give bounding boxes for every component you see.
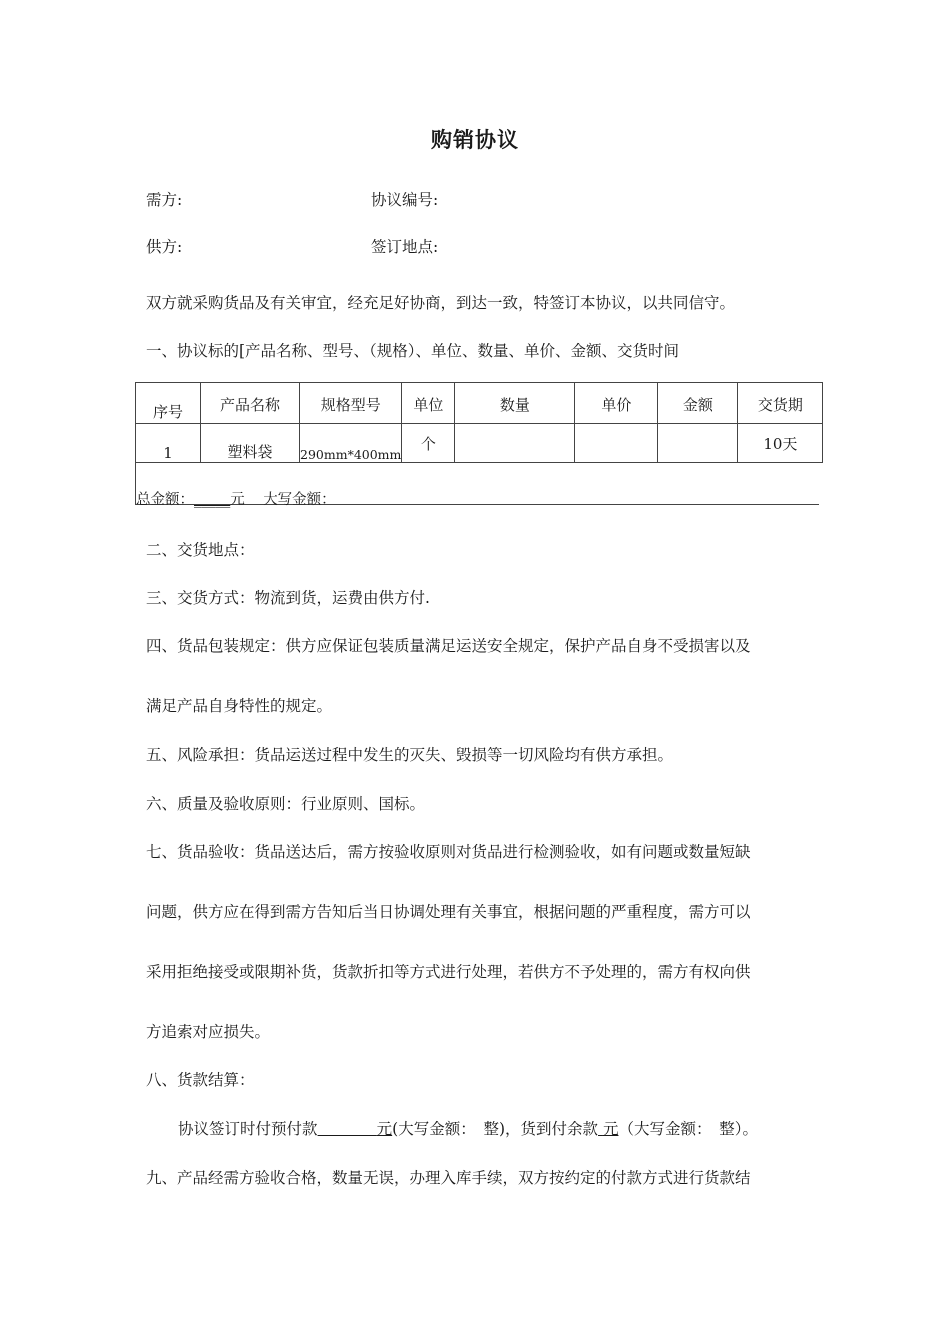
cell-spec: 290mm*400mm (300, 424, 402, 463)
total-label: 总金额： (136, 492, 194, 508)
cell-unit: 个 (402, 424, 455, 463)
document-title: 购销协议 (431, 128, 519, 152)
table-row (136, 424, 823, 463)
section-9-line-1: 九、产品经需方验收合格，数量无误，办理入库手续，双方按约定的付款方式进行货款结 (146, 1169, 751, 1187)
prepayment-unit: 元 (376, 1120, 393, 1138)
table-header-row (136, 383, 823, 424)
section-7-line-3: 采用拒绝接受或限期补货，货款折扣等方式进行处理，若供方不予处理的，需方有权向供 (146, 963, 751, 981)
cell-index: 1 (136, 424, 201, 463)
section-5: 五、风险承担：货品运送过程中发生的灭失、毁损等一切风险均有供方承担。 (146, 746, 674, 764)
balance-unit: 元 (602, 1120, 619, 1138)
prepayment-blank (318, 1120, 377, 1138)
contract-no-label: 协议编号: (371, 191, 439, 209)
section-6: 六、质量及验收原则：行业原则、国标。 (146, 795, 426, 813)
total-upper-label: 大写金额： (263, 492, 336, 508)
section-2: 二、交货地点： (146, 541, 255, 559)
header-index: 序号 (136, 383, 201, 424)
cell-quantity (455, 424, 575, 463)
prepayment-upper: (大写金额： 整)，货到付余款 (392, 1120, 599, 1138)
section-7-line-2: 问题，供方应在得到需方告知后当日协调处理有关事宜，根据问题的严重程度，需方可以 (146, 903, 751, 921)
total-amount-row (135, 463, 819, 508)
header-delivery-period: 交货期 (738, 383, 823, 424)
buyer-label: 需方: (146, 191, 183, 209)
cell-unit-price (575, 424, 658, 463)
supplier-label: 供方: (146, 238, 183, 256)
cell-amount (658, 424, 738, 463)
section-8: 八、货款结算： (146, 1071, 255, 1089)
header-spec: 规格型号 (300, 383, 402, 424)
header-unit: 单位 (402, 383, 455, 424)
header-amount: 金额 (658, 383, 738, 424)
section-4-line-2: 满足产品自身特性的规定。 (146, 697, 333, 715)
header-product-name: 产品名称 (201, 383, 300, 424)
section-1-heading: 一、协议标的[产品名称、型号、（规格）、单位、数量、单价、金额、交货时间 (146, 342, 680, 360)
payment-terms-line (178, 1117, 758, 1139)
intro-paragraph: 双方就采购货品及有关审宜，经充足好协商，到达一致，特签订本协议，以共同信守。 (146, 294, 736, 312)
items-table (135, 382, 823, 463)
cell-product-name: 塑料袋 (201, 424, 300, 463)
section-7-line-4: 方追索对应损失。 (146, 1023, 271, 1041)
section-4-line-1: 四、货品包装规定：供方应保证包装质量满足运送安全规定，保护产品自身不受损害以及 (146, 637, 751, 655)
prepayment-label: 协议签订时付预付款 (178, 1120, 318, 1138)
balance-upper: （大写金额： 整）。 (618, 1120, 758, 1138)
sign-place-label: 签订地点: (371, 238, 439, 256)
header-unit-price: 单价 (575, 383, 658, 424)
cell-delivery-period: 10天 (738, 424, 823, 463)
header-quantity: 数量 (455, 383, 575, 424)
total-unit: 元 (230, 492, 245, 508)
total-blank: _____ (194, 492, 231, 508)
section-3: 三、交货方式：物流到货，运费由供方付. (146, 589, 430, 607)
section-7-line-1: 七、货品验收：货品送达后，需方按验收原则对货品进行检测验收，如有问题或数量短缺 (146, 843, 751, 861)
